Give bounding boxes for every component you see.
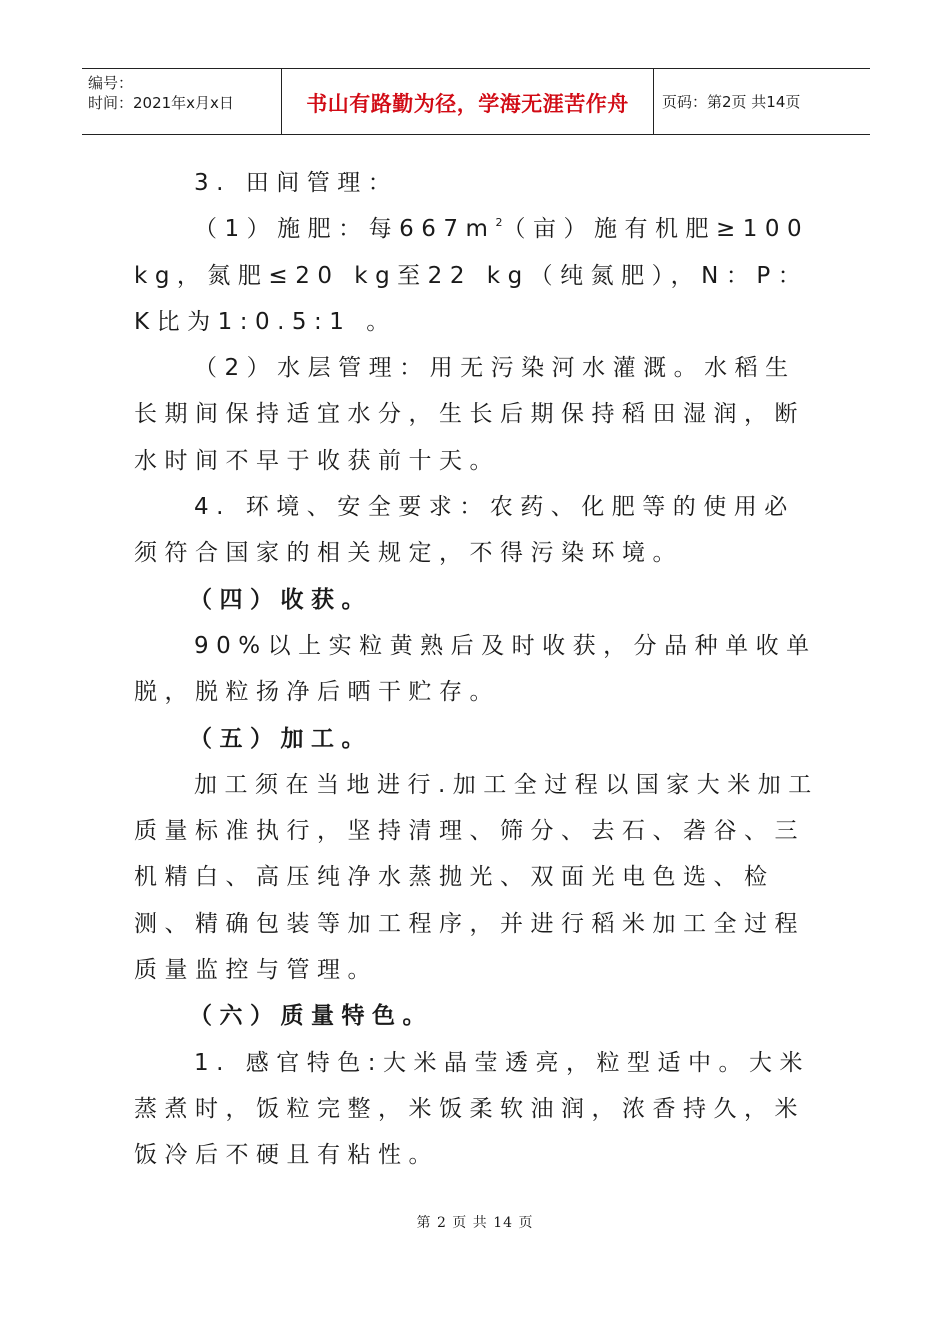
paragraph-water-management: （2）水层管理：用无污染河水灌溉。水稻生长期间保持适宜水分，生长后期保持稻田湿润，断水时间不早于收获前十天。 [134,355,805,474]
page-info: 页码：第2页 共14页 [662,93,801,111]
date-label: 时间：2021年x月x日 [88,94,234,112]
paragraph-field-management: 3. 田间管理： [194,170,399,196]
header-motto: 书山有路勤为径，学海无涯苦作舟 [306,92,629,116]
header-left-cell [82,69,282,134]
heading-processing: （五）加工。 [189,724,372,752]
fertilization-text-rest: （亩）施有机肥≥100 kg，氮肥≤20 kg至22 kg（纯氮肥），N：P：K比为1:0.5:1 。 [134,216,810,335]
heading-harvest: （四）收获。 [189,585,372,613]
paragraph-harvest: 90%以上实粒黄熟后及时收获，分品种单收单脱，脱粒扬净后晒干贮存。 [134,632,817,706]
page-header [82,68,870,135]
header-middle-cell [282,69,654,134]
paragraph-sensory: 1. 感官特色:大米晶莹透亮，粒型适中。大米蒸煮时，饭粒完整，米饭柔软油润，浓香持久，米饭冷后不硬且有粘性。 [134,1049,811,1169]
header-right-cell [654,69,870,134]
number-label: 编号： [88,74,134,92]
paragraph-fertilization [134,206,824,345]
heading-quality: （六）质量特色。 [189,1002,433,1030]
fertilization-text-start: （1）施肥：每667m [194,216,496,243]
superscript-two: 2 [495,216,503,230]
page-footer: 第 2 页 共 14 页 [416,1215,534,1231]
paragraph-environment: 4. 环境、安全要求：农药、化肥等的使用必须符合国家的相关规定，不得污染环境。 [134,494,795,567]
body-text [134,160,824,1179]
paragraph-processing: 加工须在当地进行.加工全过程以国家大米加工质量标准执行，坚持清理、筛分、去石、砻谷、三机精白、高压纯净水蒸抛光、双面光电色选、检测、精确包装等加工程序，并进行稻米加工全过程质量监控与管理。 [134,771,819,984]
